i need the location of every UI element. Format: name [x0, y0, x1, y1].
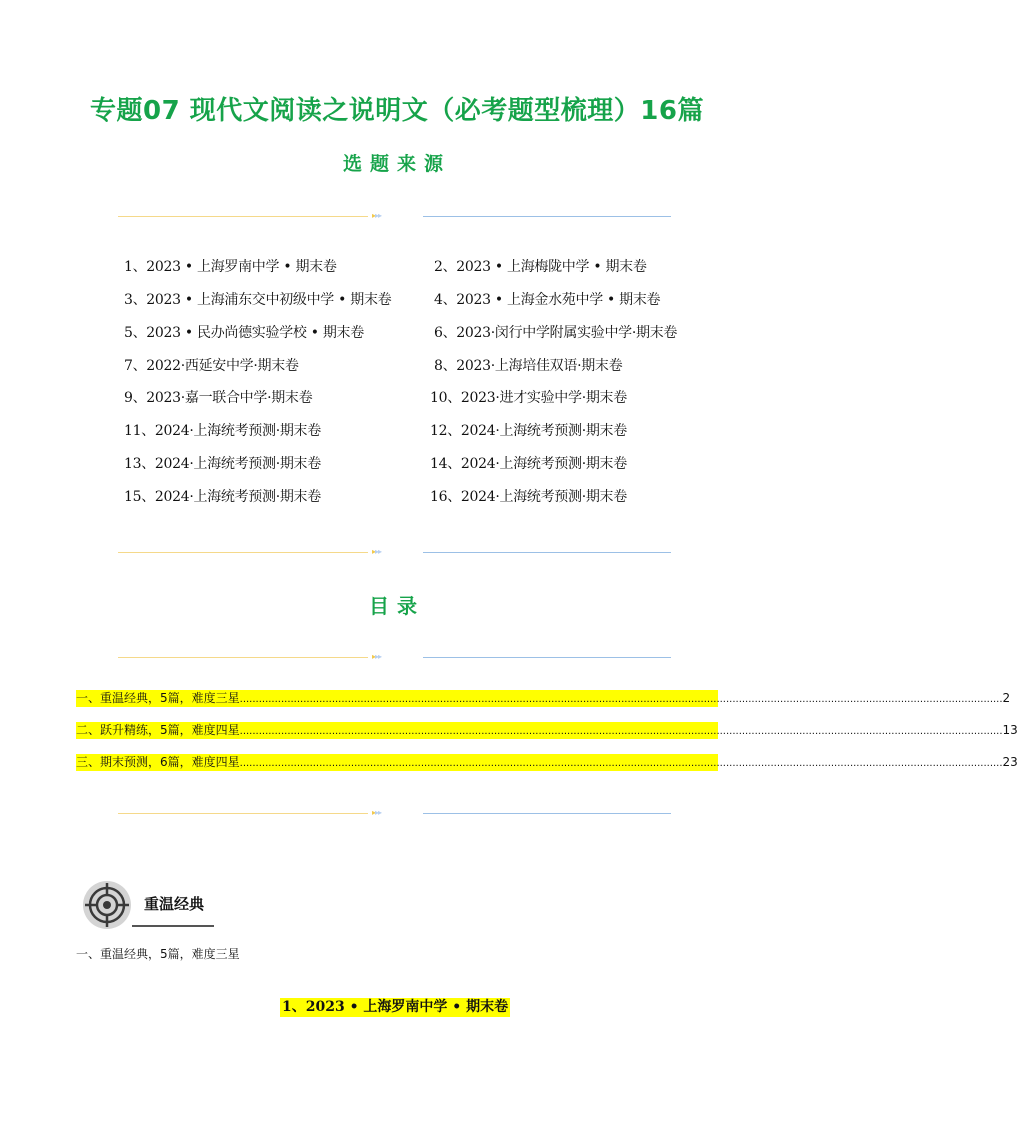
section-badge-underline — [132, 925, 214, 927]
source-item: 14、2024·上海统考预测·期末卷 — [430, 456, 627, 472]
toc-entry-label: 一、重温经典，5篇，难度三星 — [76, 691, 240, 705]
toc-entry-label: 二、跃升精练，5篇，难度四星 — [76, 723, 240, 737]
section-badge-label: 重温经典 — [144, 895, 205, 913]
sources-heading: 选题来源 — [342, 153, 451, 175]
source-item: 15、2024·上海统考预测·期末卷 — [124, 489, 321, 505]
toc-entry[interactable] — [76, 754, 1018, 771]
source-item: 4、2023 • 上海金水苑中学 • 期末卷 — [434, 292, 661, 308]
source-item: 5、2023 • 民办尚德实验学校 • 期末卷 — [124, 325, 364, 341]
page-title: 专题07 现代文阅读之说明文（必考题型梳理）16篇 — [90, 96, 704, 126]
toc-entry-page: 23 — [1002, 755, 1018, 769]
divider: ▸▸▸ — [118, 548, 671, 558]
toc-heading: 目录 — [369, 594, 425, 618]
toc-leader: ................................................................................................................................................................................................................................................ — [239, 726, 1003, 737]
toc-entry[interactable] — [76, 690, 1011, 707]
divider: ▸▸▸ — [118, 809, 671, 819]
divider: ▸▸▸ — [118, 212, 671, 222]
source-item: 13、2024·上海统考预测·期末卷 — [124, 456, 321, 472]
source-item: 11、2024·上海统考预测·期末卷 — [124, 423, 321, 439]
toc-entry-label: 三、期末预测，6篇，难度四星 — [76, 755, 240, 769]
toc-entry-page: 2 — [1002, 691, 1011, 705]
source-item: 12、2024·上海统考预测·期末卷 — [430, 423, 627, 439]
toc-entry[interactable] — [76, 722, 1018, 739]
divider: ▸▸▸ — [118, 653, 671, 663]
source-item: 10、2023·进才实验中学·期末卷 — [430, 390, 627, 406]
source-item: 16、2024·上海统考预测·期末卷 — [430, 489, 627, 505]
question-title: 1、2023 • 上海罗南中学 • 期末卷 — [282, 999, 509, 1015]
source-item: 3、2023 • 上海浦东交中初级中学 • 期末卷 — [124, 292, 392, 308]
source-item: 1、2023 • 上海罗南中学 • 期末卷 — [124, 259, 337, 275]
source-item: 8、2023·上海培佳双语·期末卷 — [434, 358, 623, 374]
target-icon — [82, 880, 132, 930]
toc-leader: ................................................................................................................................................................................................................................................ — [239, 758, 1003, 769]
section-heading: 一、重温经典，5篇，难度三星 — [76, 947, 240, 961]
source-item: 2、2023 • 上海梅陇中学 • 期末卷 — [434, 259, 647, 275]
source-item: 7、2022·西延安中学·期末卷 — [124, 358, 299, 374]
source-item: 9、2023·嘉一联合中学·期末卷 — [124, 390, 313, 406]
toc-leader: ................................................................................................................................................................................................................................................ — [239, 694, 1003, 705]
toc-entry-page: 13 — [1002, 723, 1018, 737]
source-item: 6、2023·闵行中学附属实验中学·期末卷 — [434, 325, 678, 341]
